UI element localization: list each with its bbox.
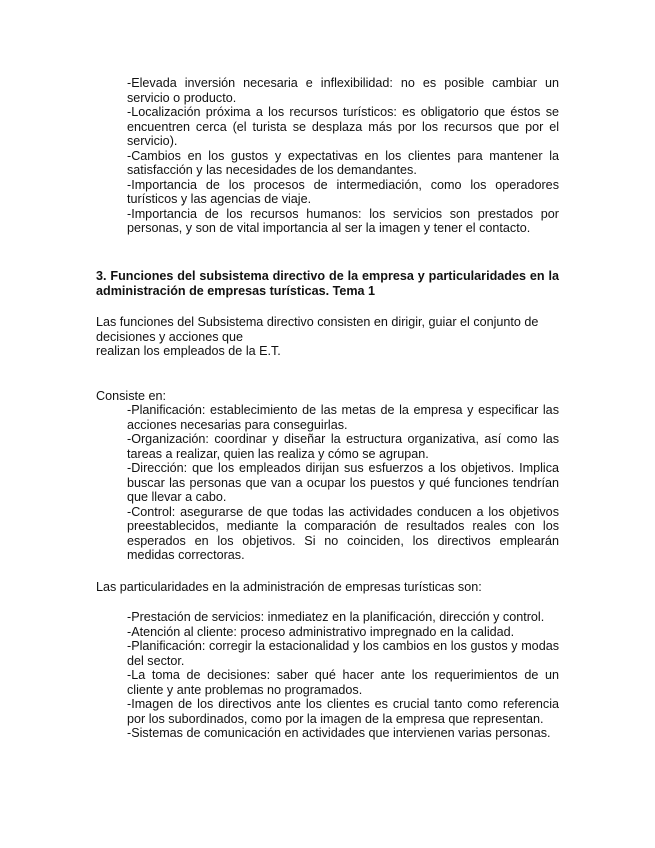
- list-item: -Dirección: que los empleados dirijan sus esfuerzos a los objetivos. Implica buscar las personas que van a ocupar los puestos y qué funciones tendrían que llevar a cabo.: [127, 461, 559, 504]
- intro-paragraph: [96, 315, 559, 359]
- list-item: -Elevada inversión necesaria e inflexibilidad: no es posible cambiar un servicio o producto.: [127, 76, 559, 105]
- section-heading: 3. Funciones del subsistema directivo de la empresa y particularidades en la administración de empresas turísticas. Tema 1: [96, 269, 559, 298]
- list-item: -Cambios en los gustos y expectativas en los clientes para mantener la satisfacción y las necesidades de los demandantes.: [127, 148, 559, 177]
- list-item: -Imagen de los directivos ante los clientes es crucial tanto como referencia por los subordinados, como por la imagen de la empresa que representan.: [127, 697, 559, 726]
- directive-functions-list: [127, 403, 559, 563]
- list-item: -Localización próxima a los recursos turísticos: es obligatorio que éstos se encuentren cerca (el turista se desplaza más por los recursos que por el servicio).: [127, 105, 559, 148]
- list-item: -Importancia de los procesos de intermediación, como los operadores turísticos y las agencias de viaje.: [127, 177, 559, 206]
- list-item: -Atención al cliente: proceso administrativo impregnado en la calidad.: [127, 624, 515, 639]
- list-item: -La toma de decisiones: saber qué hacer ante los requerimientos de un cliente y ante problemas no programados.: [127, 668, 559, 697]
- tourism-characteristics-list: [127, 76, 559, 236]
- intro-line: Las funciones del Subsistema directivo consisten en dirigir, guiar el conjunto de decisiones y acciones que: [96, 315, 539, 344]
- list-item: -Planificación: establecimiento de las metas de la empresa y especificar las acciones necesarias para conseguirlas.: [127, 403, 559, 432]
- list-item: -Organización: coordinar y diseñar la estructura organizativa, así como las tareas a realizar, quien las realiza y cómo se agrupan.: [127, 432, 559, 461]
- consiste-label: Consiste en:: [96, 389, 167, 403]
- list-item: -Importancia de los recursos humanos: los servicios son prestados por personas, y son de vital importancia al ser la imagen y tener el contacto.: [127, 206, 559, 235]
- particularidades-label: Las particularidades en la administración de empresas turísticas son:: [96, 580, 482, 594]
- particularities-list: [127, 610, 559, 741]
- list-item: -Prestación de servicios: inmediatez en la planificación, dirección y control.: [127, 610, 545, 624]
- list-item: -Control: asegurarse de que todas las actividades conducen a los objetivos preestablecidos, mediante la comparación de resultados reales con los esperados en los objetivos. Si no coinciden, los directivos emplearán medidas correctoras.: [127, 504, 559, 562]
- intro-line: realizan los empleados de la E.T.: [96, 344, 281, 358]
- list-item: -Sistemas de comunicación en actividades que intervienen varias personas.: [127, 726, 551, 740]
- list-item: -Planificación: corregir la estacionalidad y los cambios en los gustos y modas del sector.: [127, 639, 559, 668]
